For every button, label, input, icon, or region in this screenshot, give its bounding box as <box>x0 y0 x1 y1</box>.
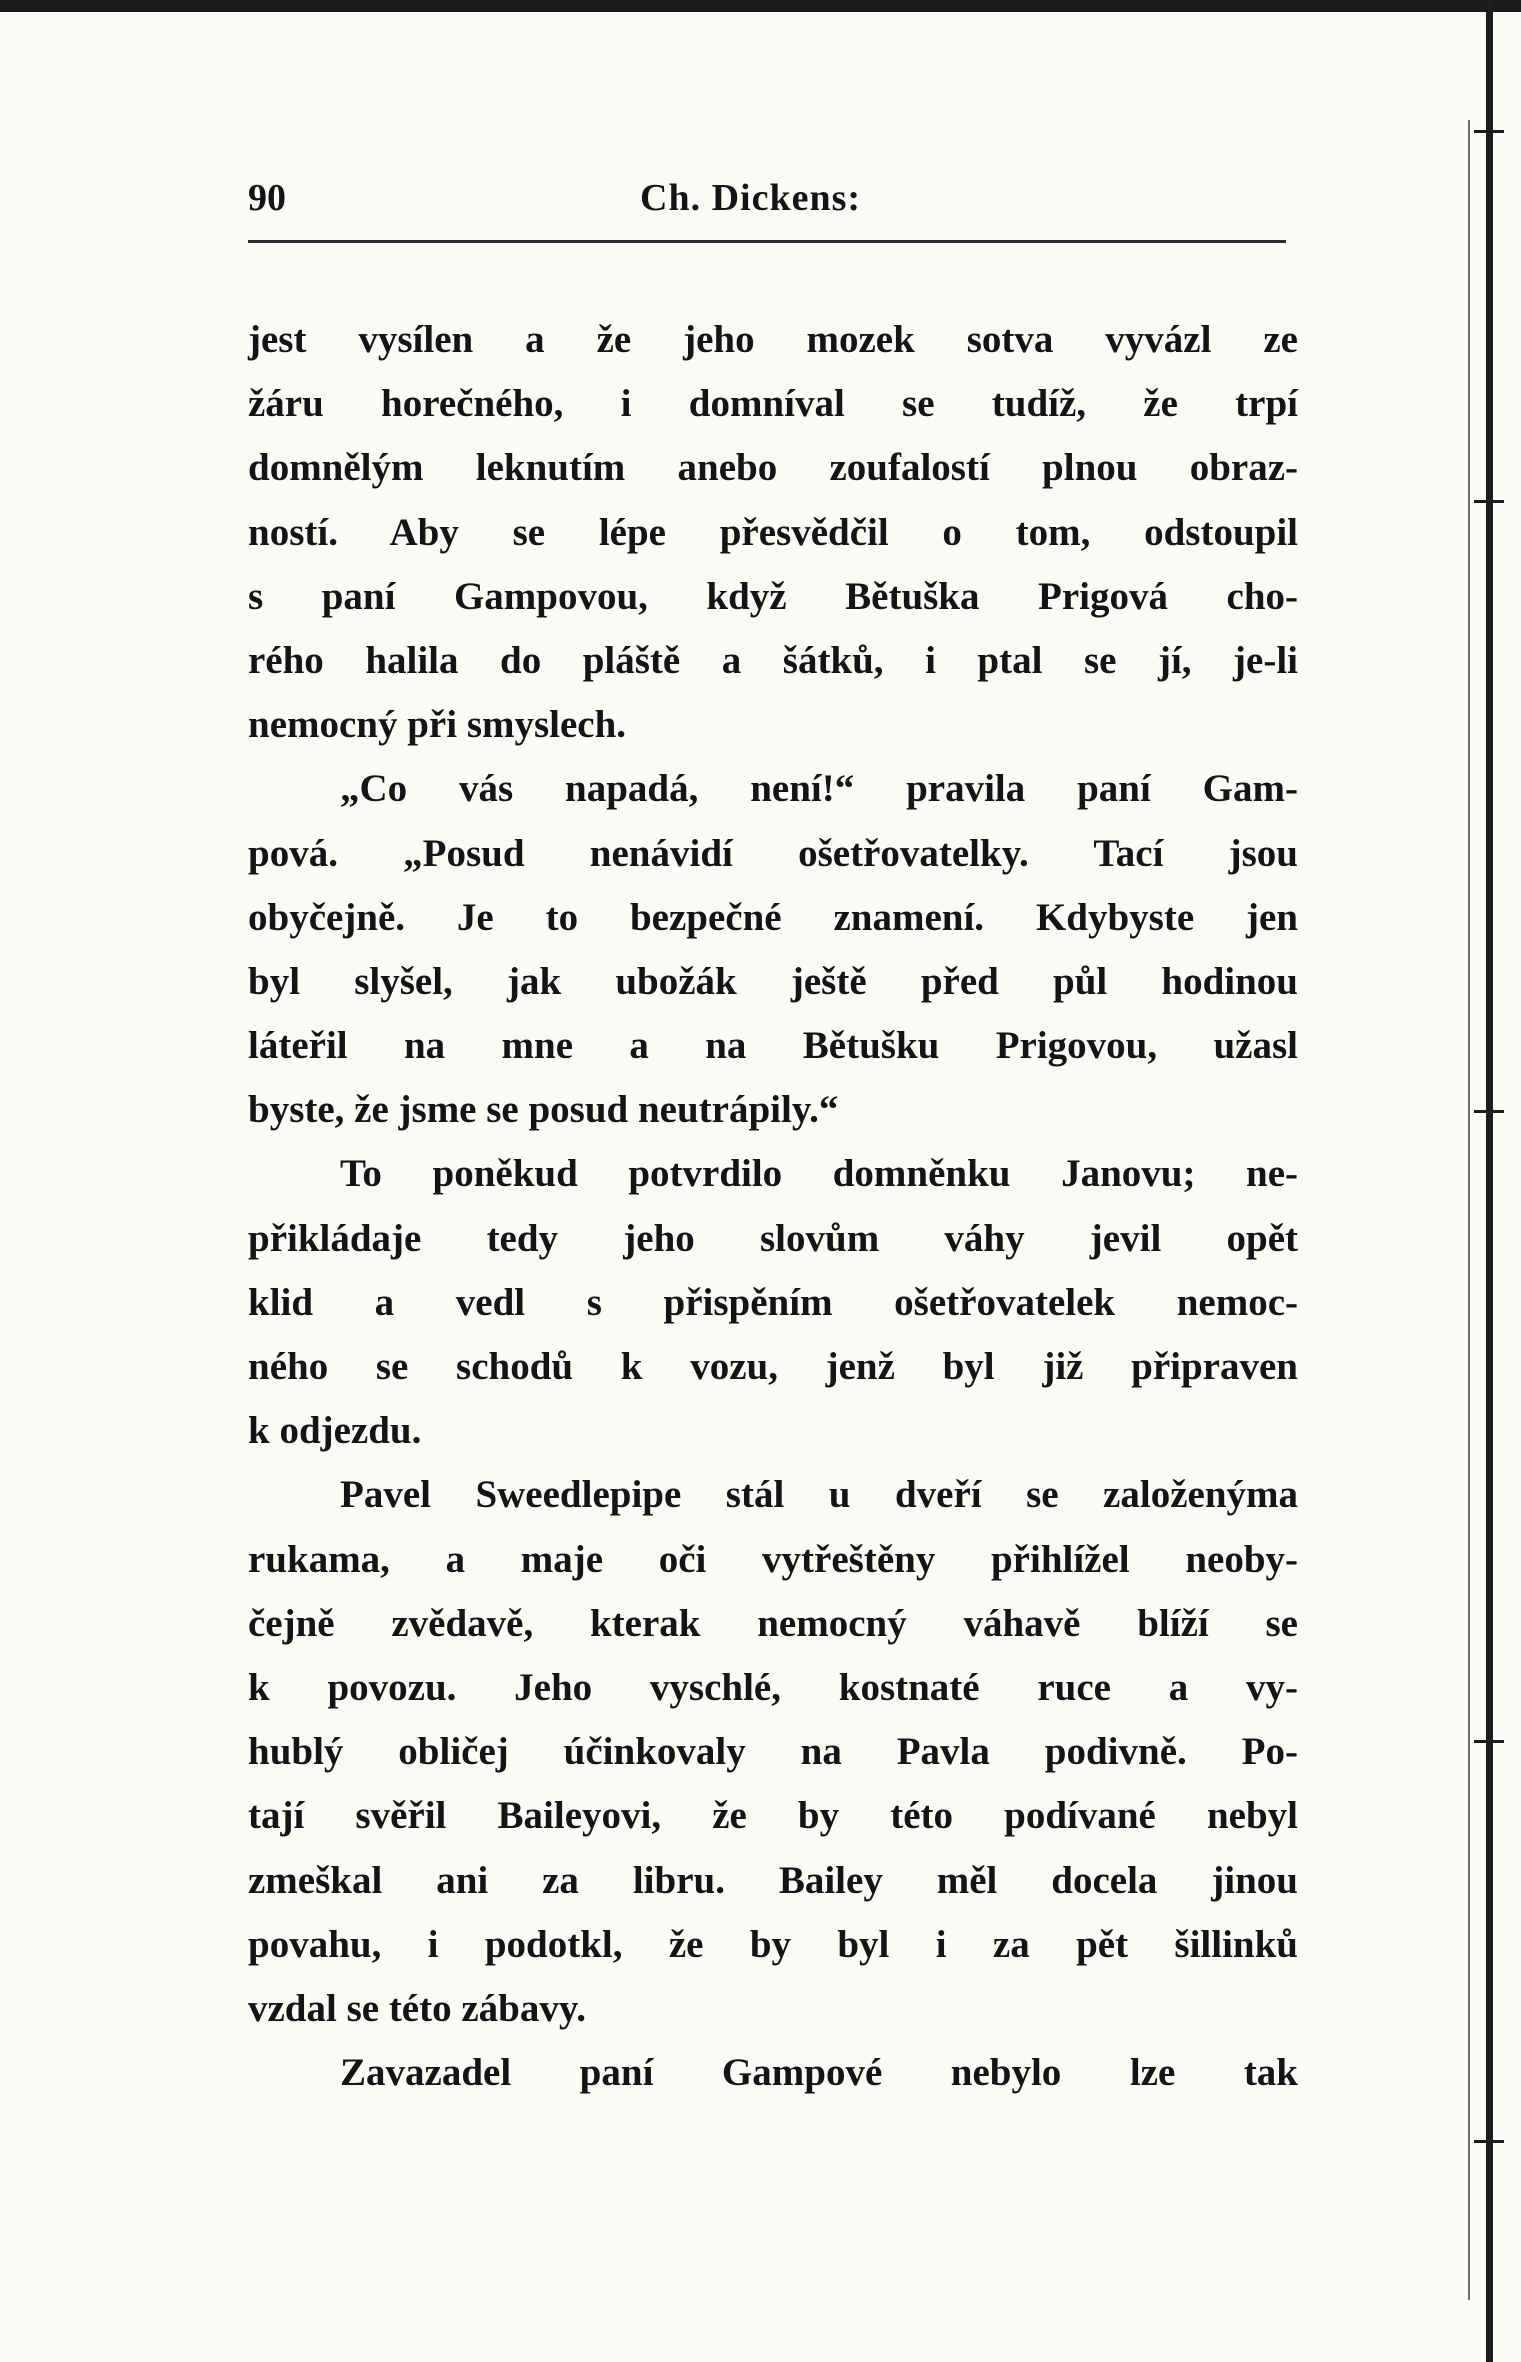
text-line: rého halila do pláště a šátků, i ptal se jí, je-li <box>248 638 1298 682</box>
text-line: Zavazadel paní Gampové nebylo lze tak <box>340 2051 1298 2095</box>
text-line: s paní Gampovou, když Bětuška Prigová cho- <box>248 574 1298 618</box>
text-line: ného se schodů k vozu, jenž byl již připraven <box>248 1345 1298 1388</box>
text-line: čejně zvědavě, kterak nemocný váhavě blíží se <box>248 1601 1298 1645</box>
scan-binding-edge <box>1486 0 1493 2362</box>
text-line: k povozu. Jeho vyschlé, kostnaté ruce a vy- <box>248 1665 1298 1709</box>
page-number: 90 <box>248 177 286 219</box>
text-line: láteřil na mne a na Bětušku Prigovou, užasl <box>248 1024 1298 1068</box>
page-header <box>248 168 1298 228</box>
text-line: domnělým leknutím anebo zoufalostí plnou obraz- <box>248 446 1298 490</box>
scan-binding-shadow <box>1468 120 1470 2300</box>
scan-binding-mark <box>1474 1110 1504 1113</box>
scan-binding-mark <box>1474 1740 1504 1743</box>
body-text <box>248 308 1298 2105</box>
header-rule <box>248 240 1286 243</box>
text-line: zmeškal ani za libru. Bailey měl docela jinou <box>248 1858 1298 1902</box>
text-line: Pavel Sweedlepipe stál u dveří se založenýma <box>340 1473 1298 1517</box>
text-line: rukama, a maje oči vytřeštěny přihlížel neoby- <box>248 1537 1298 1581</box>
text-line: ností. Aby se lépe přesvědčil o tom, odstoupil <box>248 510 1298 554</box>
text-line: k odjezdu. <box>248 1409 422 1453</box>
text-line: klid a vedl s přispěním ošetřovatelek nemoc- <box>248 1280 1298 1324</box>
scan-binding-mark <box>1474 2140 1504 2143</box>
text-line: povahu, i podotkl, že by byl i za pět šillinků <box>248 1922 1298 1966</box>
text-line: „Co vás napadá, není!“ pravila paní Gam- <box>340 767 1298 811</box>
scan-binding-mark <box>1474 130 1504 133</box>
text-line: vzdal se této zábavy. <box>248 1986 586 2030</box>
text-line: hublý obličej účinkovaly na Pavla podivně. Po- <box>248 1730 1298 1774</box>
scan-top-edge <box>0 0 1521 12</box>
text-line: tají svěřil Baileyovi, že by této podívané nebyl <box>248 1794 1298 1838</box>
text-line: To poněkud potvrdilo domněnku Janovu; ne- <box>340 1152 1298 1196</box>
text-line: jest vysílen a že jeho mozek sotva vyvázl ze <box>248 318 1298 361</box>
text-line: přikládaje tedy jeho slovům váhy jevil opět <box>248 1216 1298 1260</box>
book-page <box>248 168 1298 2095</box>
text-line: žáru horečného, i domníval se tudíž, že trpí <box>248 382 1298 426</box>
text-line: pová. „Posud nenávidí ošetřovatelky. Tací jsou <box>248 831 1298 875</box>
text-line: obyčejně. Je to bezpečné znamení. Kdybyste jen <box>248 895 1298 939</box>
running-head: Ch. Dickens: <box>640 177 862 219</box>
text-line: byl slyšel, jak ubožák ještě před půl hodinou <box>248 959 1298 1003</box>
text-line: byste, že jsme se posud neutrápily.“ <box>248 1088 839 1132</box>
scan-binding-mark <box>1474 500 1504 503</box>
text-line: nemocný při smyslech. <box>248 703 627 747</box>
